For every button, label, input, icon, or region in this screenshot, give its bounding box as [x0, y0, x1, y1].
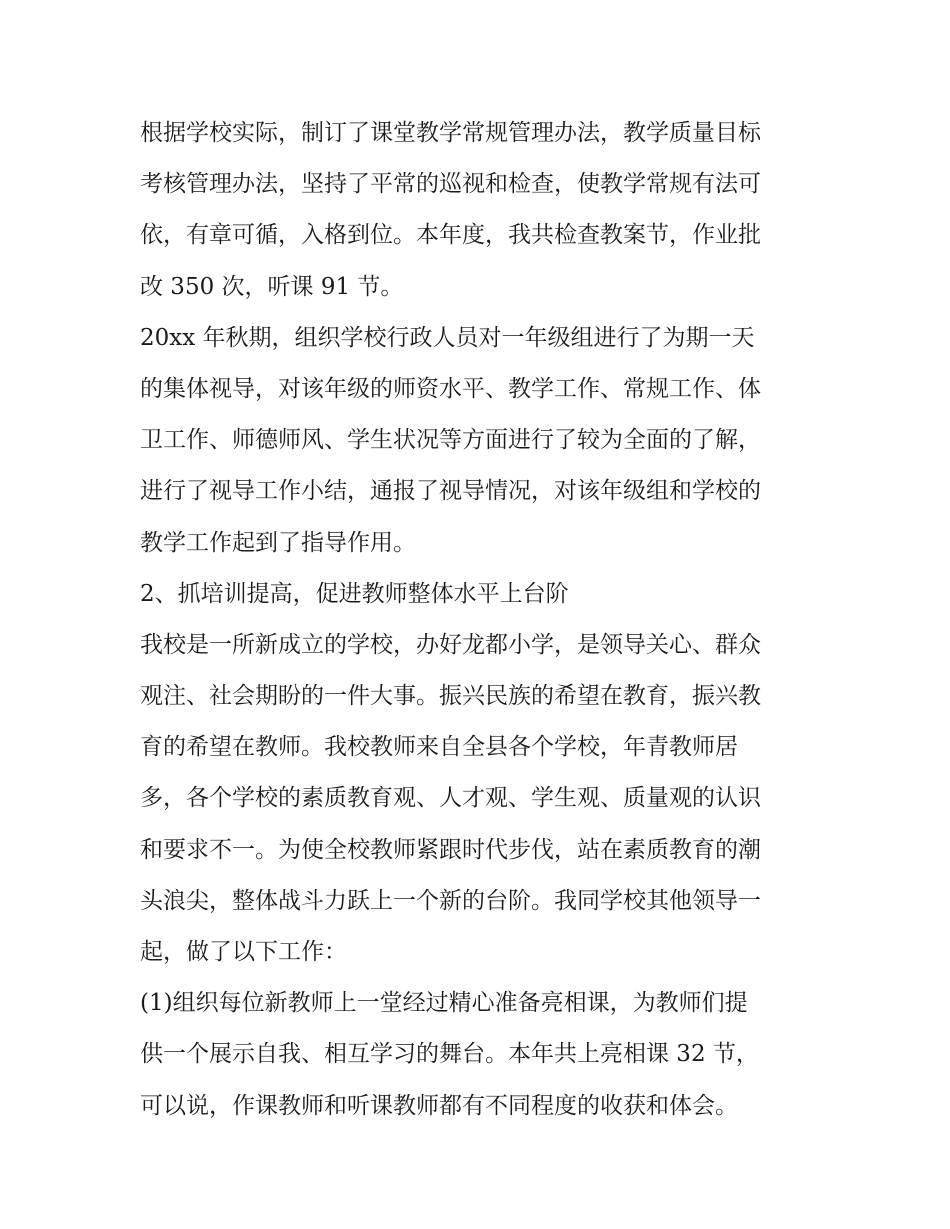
text-line: 供一个展示自我、相互学习的舞台。本年共上亮相课 32 节，	[140, 1041, 759, 1068]
section-heading: 2、抓培训提高，促进教师整体水平上台阶	[140, 580, 569, 607]
document-body	[140, 108, 820, 1132]
text-line: 考核管理办法，坚持了平常的巡视和检查，使教学常规有法可	[140, 171, 761, 198]
text-line: 的集体视导，对该年级的师资水平、教学工作、常规工作、体	[140, 375, 761, 402]
text-line: 我校是一所新成立的学校，办好龙都小学，是领导关心、群众	[140, 631, 761, 658]
text-line: 头浪尖，整体战斗力跃上一个新的台阶。我同学校其他领导一	[140, 887, 761, 914]
text-line: 起，做了以下工作：	[140, 939, 347, 965]
text-line: 改 350 次，听课 91 节。	[140, 273, 404, 300]
list-item-line: (1)组织每位新教师上一堂经过精心准备亮相课，为教师们提	[140, 990, 748, 1017]
text-line: 观注、社会期盼的一件大事。振兴民族的希望在教育，振兴教	[140, 683, 761, 710]
text-line: 卫工作、师德师风、学生状况等方面进行了较为全面的了解，	[140, 427, 761, 454]
text-line: 多，各个学校的素质教育观、人才观、学生观、质量观的认识	[140, 785, 761, 812]
text-line: 进行了视导工作小结，通报了视导情况，对该年级组和学校的	[140, 478, 761, 505]
text-line: 可以说，作课教师和听课教师都有不同程度的收获和体会。	[140, 1092, 738, 1119]
text-line: 20xx 年秋期，组织学校行政人员对一年级组进行了为期一天	[140, 324, 755, 351]
text-line: 教学工作起到了指导作用。	[140, 529, 416, 556]
text-line: 育的希望在教师。我校教师来自全县各个学校，年青教师居	[140, 734, 738, 761]
text-line: 依，有章可循，入格到位。本年度，我共检查教案节，作业批	[140, 222, 761, 249]
text-line: 和要求不一。为使全校教师紧跟时代步伐，站在素质教育的潮	[140, 836, 761, 863]
text-line: 根据学校实际，制订了课堂教学常规管理办法，教学质量目标	[140, 120, 761, 146]
